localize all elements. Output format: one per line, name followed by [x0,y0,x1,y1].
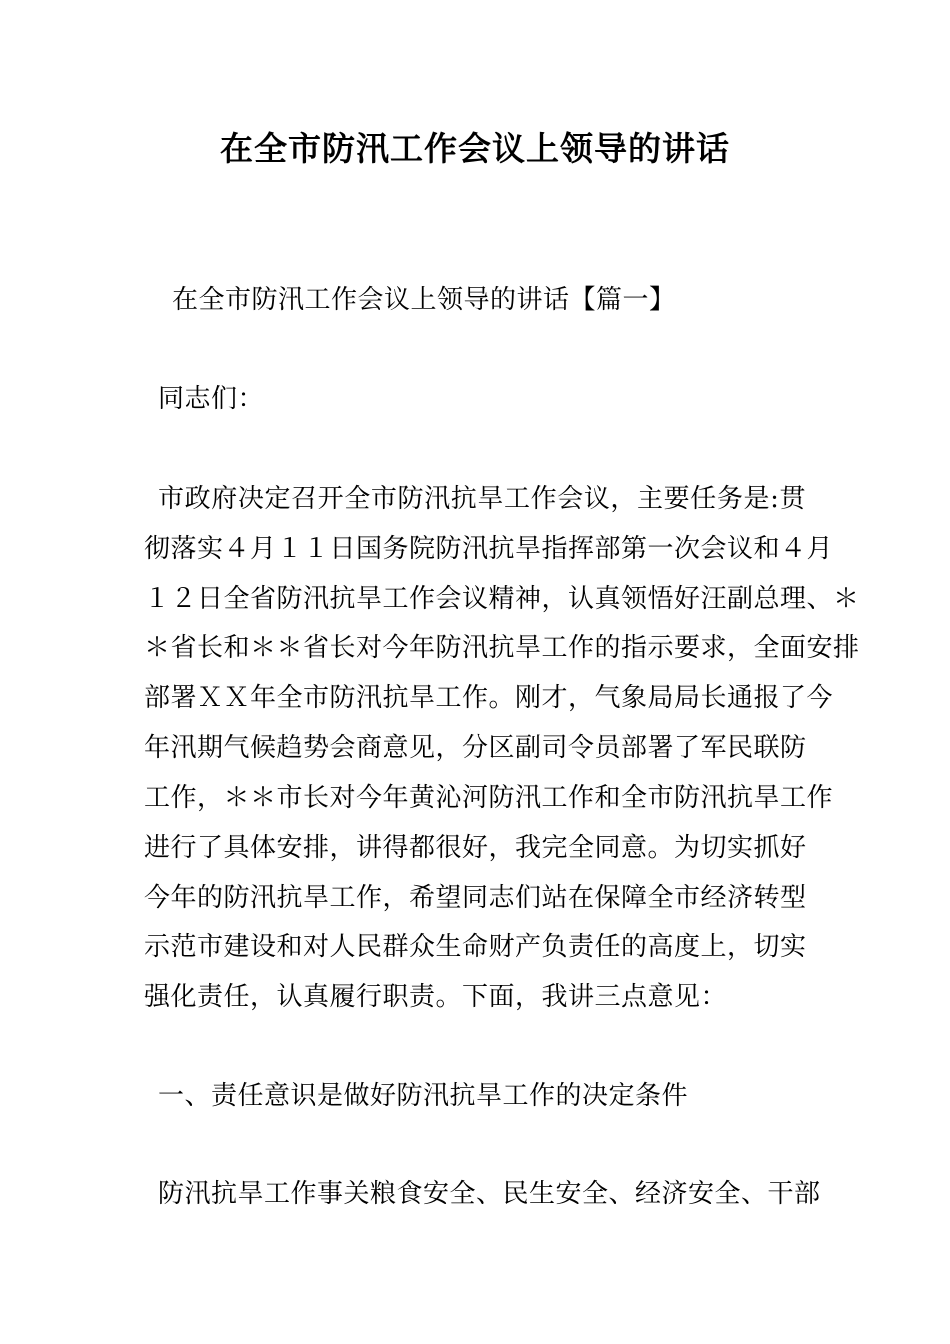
paragraph-line: 年汛期气候趋势会商意见，分区副司令员部署了军民联防 [144,733,807,763]
paragraph-line: 市政府决定召开全市防汛抗旱工作会议，主要任务是:贯 [158,484,806,514]
paragraph-line: 部署ＸＸ年全市防汛抗旱工作。刚才，气象局局长通报了今 [144,683,834,713]
greeting: 同志们： [158,384,265,414]
paragraph-line: ＊省长和＊＊省长对今年防汛抗旱工作的指示要求，全面安排 [144,633,860,663]
paragraph-2-line: 防汛抗旱工作事关粮食安全、民生安全、经济安全、干部 [158,1179,821,1209]
paragraph-line: 今年的防汛抗旱工作，希望同志们站在保障全市经济转型 [144,883,807,913]
paragraph-line: １２日全省防汛抗旱工作会议精神，认真领悟好汪副总理、＊ [144,584,860,614]
paragraph-line: 工作，＊＊市长对今年黄沁河防汛工作和全市防汛抗旱工作 [144,783,834,813]
document-title: 在全市防汛工作会议上领导的讲话 [220,129,730,168]
section-heading: 一、责任意识是做好防汛抗旱工作的决定条件 [158,1081,689,1111]
document-subtitle: 在全市防汛工作会议上领导的讲话【篇一】 [172,285,676,315]
paragraph-line: 进行了具体安排，讲得都很好，我完全同意。为切实抓好 [144,833,807,863]
paragraph-line: 强化责任，认真履行职责。下面，我讲三点意见： [144,982,728,1012]
paragraph-line: 示范市建设和对人民群众生命财产负责任的高度上，切实 [144,932,807,962]
paragraph-line: 彻落实４月１１日国务院防汛抗旱指挥部第一次会议和４月 [144,534,834,564]
